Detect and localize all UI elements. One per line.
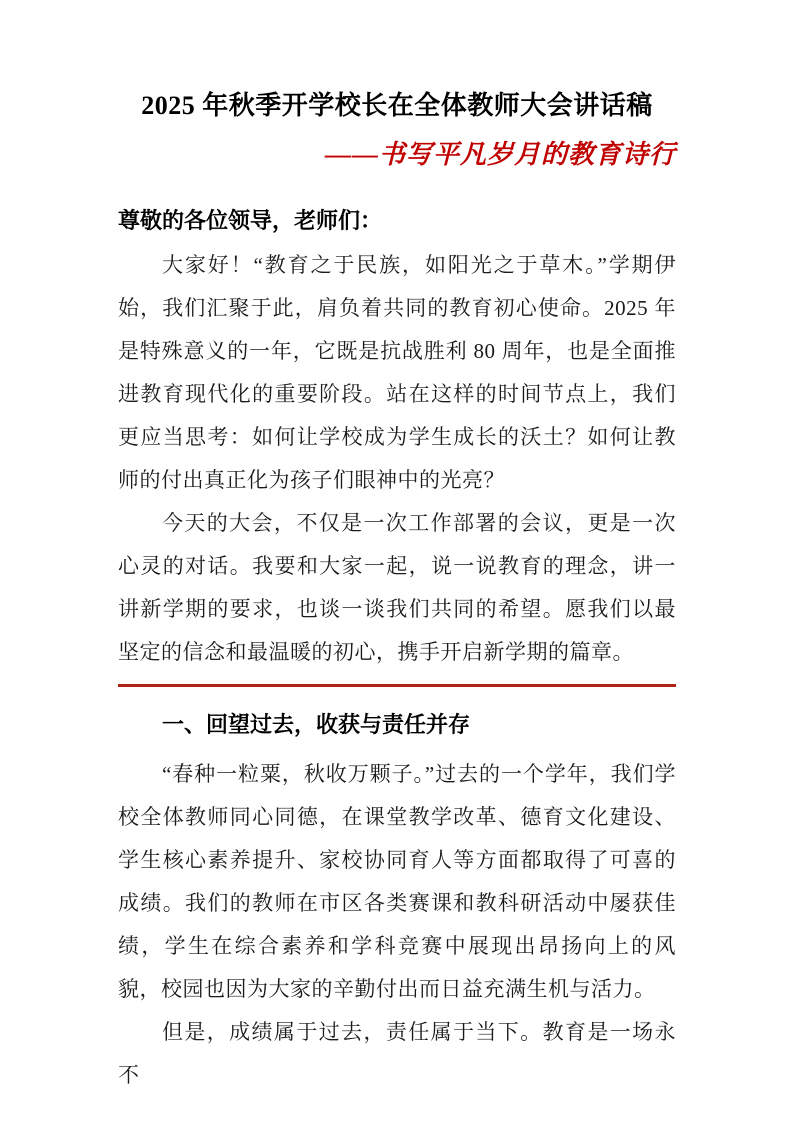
intro-paragraph-2: 今天的大会，不仅是一次工作部署的会议，更是一次心灵的对话。我要和大家一起，说一说教育的理念，讲一讲新学期的要求，也谈一谈我们共同的希望。愿我们以最坚定的信念和最温暖的初心，携手开启新学期的篇章。: [118, 511, 676, 664]
section-1-heading: 一、回望过去，收获与责任并存: [162, 712, 471, 737]
red-divider-line: [118, 684, 676, 687]
section-1-body: [118, 753, 676, 1097]
greeting-line: 尊敬的各位领导，老师们：: [118, 208, 383, 233]
section-1-paragraph-1: “春种一粒粟，秋收万颗子。”过去的一个学年，我们学校全体教师同心同德，在课堂教学改革、德育文化建设、学生核心素养提升、家校协同育人等方面都取得了可喜的成绩。我们的教师在市区各类赛课和教科研活动中屡获佳绩，学生在综合素养和学科竞赛中展现出昂扬向上的风貌，校园也因为大家的辛勤付出而日益充满生机与活力。: [118, 762, 676, 1001]
intro-paragraph-1: 大家好！“教育之于民族，如阳光之于草木。”学期伊始，我们汇聚于此，肩负着共同的教育初心使命。2025 年是特殊意义的一年，它既是抗战胜利 80 周年，也是全面推进教育现代化的重要阶段。站在这样的时间节点上，我们更应当思考：如何让学校成为学生成长的沃土？如何让教师的付出真正化为孩子们眼神中的光亮？: [118, 253, 676, 492]
document-subtitle: ——书写平凡岁月的教育诗行: [324, 140, 676, 169]
document-title: 2025 年秋季开学校长在全体教师大会讲话稿: [141, 91, 653, 120]
section-1-paragraph-2: 但是，成绩属于过去，责任属于当下。教育是一场永不: [118, 1020, 676, 1087]
